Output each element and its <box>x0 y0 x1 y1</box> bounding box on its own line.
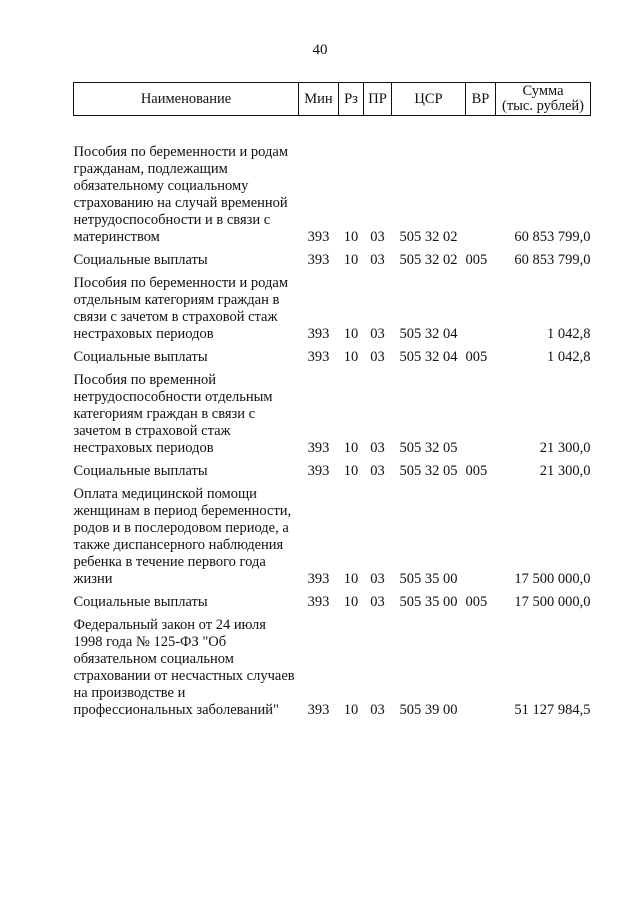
cell-csr: 505 39 00 <box>399 702 458 718</box>
cell-min: 393 <box>307 326 330 342</box>
cell-sum: 60 853 799,0 <box>514 229 591 245</box>
cell-min: 393 <box>307 594 330 610</box>
cell-pr: 03 <box>370 594 385 610</box>
table-row <box>74 372 591 457</box>
cell-vr <box>466 144 496 246</box>
header-sum-line2: (тыс. рублей) <box>502 98 584 114</box>
cell-min: 393 <box>307 463 330 479</box>
budget-table <box>73 82 591 725</box>
cell-min: 393 <box>307 349 330 365</box>
cell-vr <box>466 486 496 588</box>
cell-name: Оплата медицинской помощи женщинам в период беременности, родов и в послеродовом периоде, а также диспансерного наблюдения ребенка в течение первого года жизни <box>73 486 292 587</box>
cell-min: 393 <box>307 440 330 456</box>
table-row <box>74 617 591 719</box>
cell-pr: 03 <box>370 440 385 456</box>
cell-name: Социальные выплаты <box>73 349 208 365</box>
table-row <box>74 252 591 269</box>
table-row <box>74 144 591 246</box>
cell-name: Федеральный закон от 24 июля 1998 года № 125-ФЗ "Об обязательном социальном страховании от несчастных случаев на производстве и профессиональных заболеваний" <box>73 617 295 718</box>
cell-rz: 10 <box>343 252 359 268</box>
header-name: Наименование <box>74 83 299 116</box>
header-vr: ВР <box>466 83 496 116</box>
cell-vr <box>466 617 496 719</box>
cell-csr: 505 32 05 <box>399 440 458 456</box>
cell-name: Пособия по временной нетрудоспособности отдельным категориям граждан в связи с зачетом в страховой стаж нестраховых периодов <box>73 372 273 456</box>
cell-min: 393 <box>307 229 330 245</box>
cell-rz: 10 <box>343 702 359 718</box>
cell-vr: 005 <box>465 594 488 610</box>
cell-csr: 505 35 00 <box>399 571 458 587</box>
table-row <box>74 486 591 588</box>
page-number: 40 <box>312 42 328 58</box>
cell-min: 393 <box>307 571 330 587</box>
cell-csr: 505 35 00 <box>399 594 458 610</box>
cell-pr: 03 <box>370 702 385 718</box>
cell-rz: 10 <box>343 349 359 365</box>
cell-sum: 21 300,0 <box>539 440 591 456</box>
cell-name: Пособия по беременности и родам отдельным категориям граждан в связи с зачетом в страховой стаж нестраховых периодов <box>73 275 288 342</box>
table-header-row <box>74 83 591 116</box>
cell-sum: 17 500 000,0 <box>514 594 591 610</box>
header-rz: Рз <box>339 83 364 116</box>
cell-sum: 17 500 000,0 <box>514 571 591 587</box>
header-sum-line1: Сумма <box>522 83 564 99</box>
cell-name: Пособия по беременности и родам гражданам, подлежащим обязательному социальному страхованию на случай временной нетрудоспособности и в связи с материнством <box>73 144 288 245</box>
cell-vr <box>466 372 496 457</box>
table-row <box>74 349 591 366</box>
cell-min: 393 <box>307 252 330 268</box>
cell-vr <box>466 275 496 343</box>
header-min: Мин <box>299 83 339 116</box>
cell-pr: 03 <box>370 463 385 479</box>
cell-vr: 005 <box>465 252 488 268</box>
header-csr: ЦСР <box>392 83 466 116</box>
cell-pr: 03 <box>370 349 385 365</box>
cell-rz: 10 <box>343 229 359 245</box>
cell-rz: 10 <box>343 571 359 587</box>
cell-name: Социальные выплаты <box>73 594 208 610</box>
cell-name: Социальные выплаты <box>73 252 208 268</box>
cell-sum: 51 127 984,5 <box>514 702 591 718</box>
cell-name: Социальные выплаты <box>73 463 208 479</box>
cell-csr: 505 32 05 <box>399 463 458 479</box>
cell-pr: 03 <box>370 229 385 245</box>
cell-rz: 10 <box>343 594 359 610</box>
cell-pr: 03 <box>370 571 385 587</box>
cell-rz: 10 <box>343 440 359 456</box>
cell-sum: 21 300,0 <box>539 463 591 479</box>
cell-pr: 03 <box>370 252 385 268</box>
cell-min: 393 <box>307 702 330 718</box>
cell-sum: 1 042,8 <box>547 326 591 342</box>
table-row <box>74 275 591 343</box>
cell-vr: 005 <box>465 349 488 365</box>
cell-csr: 505 32 02 <box>399 252 458 268</box>
cell-csr: 505 32 02 <box>399 229 458 245</box>
cell-pr: 03 <box>370 326 385 342</box>
cell-rz: 10 <box>343 326 359 342</box>
cell-csr: 505 32 04 <box>399 349 458 365</box>
header-pr: ПР <box>364 83 392 116</box>
table-row <box>74 463 591 480</box>
cell-csr: 505 32 04 <box>399 326 458 342</box>
table-row <box>74 594 591 611</box>
cell-vr: 005 <box>465 463 488 479</box>
cell-rz: 10 <box>343 463 359 479</box>
cell-sum: 1 042,8 <box>547 349 591 365</box>
cell-sum: 60 853 799,0 <box>514 252 591 268</box>
header-sum <box>496 83 591 116</box>
